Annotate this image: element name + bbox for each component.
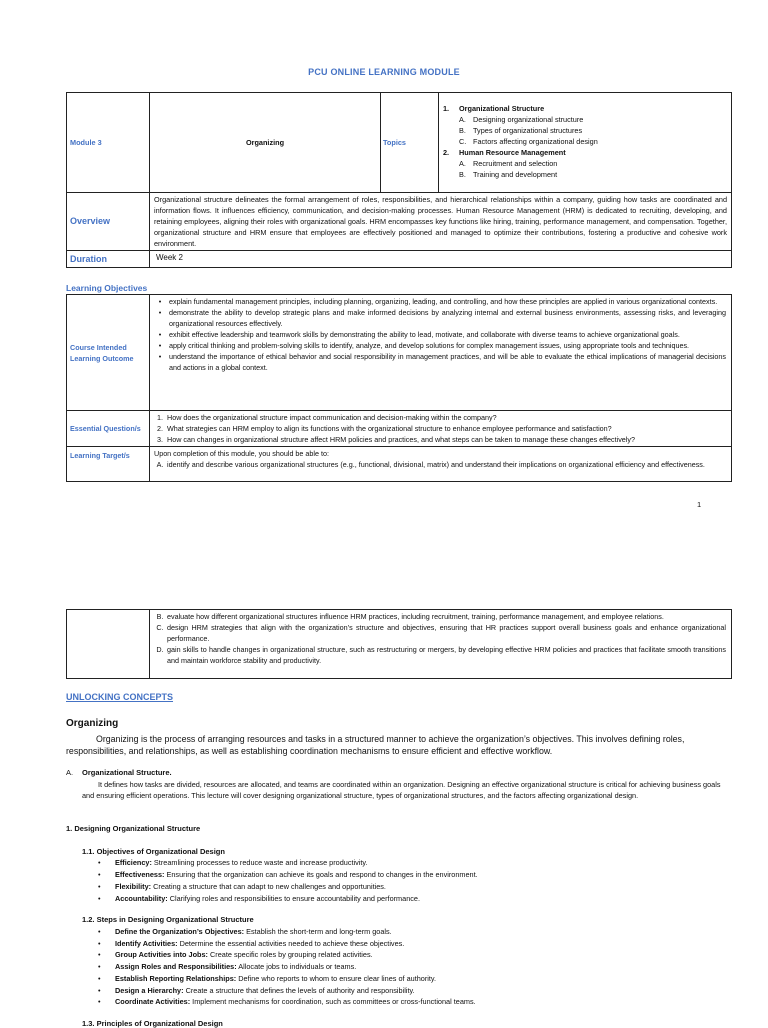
- bullet-icon: •: [98, 858, 101, 867]
- list-item: [98, 996, 718, 1008]
- duration-label: Duration: [67, 251, 150, 268]
- learning-targets-continued-list: [150, 610, 732, 679]
- list-item: [98, 857, 718, 869]
- list-item-desc: Define who reports to whom to ensure clear lines of authority.: [236, 973, 437, 983]
- list-item: [98, 869, 718, 881]
- organizing-paragraph: Organizing is the process of arranging resources and tasks in a structured manner to achieve the organization’s objectives. This involves defining roles, responsibilities, and relationships, as well as establishing coordination mechanisms to ensure efficient and effective workflow.: [66, 734, 685, 756]
- bullet-icon: •: [98, 894, 101, 903]
- topic-title: Human Resource Management: [459, 148, 566, 157]
- learning-target-item: [151, 611, 730, 622]
- target-letter: B.: [156, 612, 164, 621]
- subtopic-text: Designing organizational structure: [473, 115, 584, 124]
- list-item-term: Efficiency:: [115, 858, 152, 867]
- subtopic-text: Factors affecting organizational design: [473, 137, 598, 146]
- list-item-desc: Implement mechanisms for coordination, such as committees or cross-functional teams.: [190, 997, 476, 1007]
- list-item-desc: Allocate jobs to individuals or teams.: [236, 962, 357, 972]
- bullet-icon: •: [158, 341, 162, 350]
- list-item-desc: Create specific roles by grouping related activities.: [207, 950, 373, 960]
- essential-question-item: [151, 434, 730, 445]
- bullet-icon: •: [98, 938, 101, 948]
- bullet-icon: •: [98, 950, 101, 960]
- bullet-icon: •: [98, 927, 101, 936]
- list-item-text: [115, 938, 404, 950]
- list-item-desc: Establish the short-term and long-term goals.: [244, 927, 392, 936]
- list-item-term: Establish Reporting Relationships:: [115, 973, 237, 983]
- learning-targets-continued-table: [66, 609, 732, 679]
- essential-question-item: [151, 412, 730, 423]
- list-item-term: Flexibility:: [115, 882, 152, 891]
- list-item: [98, 893, 718, 905]
- cilo-item: [151, 307, 730, 329]
- list-item-text: [115, 949, 373, 961]
- section-a-heading: [66, 768, 172, 777]
- subtopic-text: Recruitment and selection: [473, 159, 558, 168]
- learning-targets-list: [151, 459, 730, 470]
- list-item-term: Identify Activities:: [115, 938, 178, 948]
- list-item-desc: Ensuring that the organization can achieve its goals and respond to changes in the environment.: [164, 870, 478, 879]
- subtopic-item: [443, 136, 727, 147]
- question-text: What strategies can HRM employ to align its functions with the organizational structure to enhance employee performance and satisfaction?: [167, 424, 612, 433]
- learning-targets-label: Learning Target/s: [67, 447, 150, 482]
- learning-target-item: [151, 644, 730, 666]
- topic-item: [443, 103, 727, 114]
- list-item-text: [115, 893, 420, 905]
- overview-label: Overview: [67, 193, 150, 251]
- topics-list: [439, 93, 732, 193]
- learning-objectives-table: [66, 294, 732, 482]
- cilo-text: explain fundamental management principles, including planning, organizing, leading, and controlling, and how these principles are applied in various organizational contexts.: [169, 297, 718, 306]
- list-item-text: [115, 973, 436, 985]
- list-item-text: [115, 996, 476, 1008]
- subtopic-text: Training and development: [473, 170, 558, 179]
- topic-number: 1.: [443, 104, 450, 113]
- module-header-title: PCU ONLINE LEARNING MODULE: [308, 67, 460, 77]
- list-item-text: [115, 961, 356, 973]
- bullet-icon: •: [158, 308, 162, 317]
- question-number: 2.: [157, 424, 163, 433]
- section-a-paragraph: It defines how tasks are divided, resources are allocated, and teams are coordinated within an organization. Designing an effective organizational structure is critical for achieving business goals and ensuring efficient operations. This lecture will cover designing organizational structure, types of organizational structures, and the factors affecting organizational design.: [82, 780, 721, 800]
- objectives-design-list: [98, 857, 718, 905]
- bullet-icon: •: [98, 882, 101, 891]
- bullet-icon: •: [158, 352, 162, 361]
- list-item-term: Assign Roles and Responsibilities:: [115, 962, 237, 972]
- cilo-item: [151, 340, 730, 351]
- list-item-text: [115, 985, 415, 997]
- module-info-table: [66, 92, 732, 268]
- topic-item: [443, 147, 727, 158]
- topic-title: Organizational Structure: [459, 104, 545, 113]
- steps-design-list: [98, 926, 718, 1008]
- bullet-icon: •: [98, 962, 101, 972]
- list-item-term: Define the Organization’s Objectives:: [115, 927, 245, 936]
- list-item-text: [115, 881, 386, 893]
- list-item-desc: Clarifying roles and responsibilities to ensure accountability and performance.: [167, 894, 420, 903]
- target-letter: D.: [156, 645, 164, 654]
- bullet-icon: •: [98, 997, 101, 1007]
- question-text: How does the organizational structure impact communication and decision-making within the company?: [167, 413, 497, 422]
- learning-targets-cell: [150, 447, 732, 482]
- duration-value: Week 2: [150, 251, 732, 268]
- bullet-icon: •: [158, 297, 162, 306]
- list-item-desc: Creating a structure that can adapt to new challenges and opportunities.: [151, 882, 386, 891]
- list-item-desc: Create a structure that defines the levels of authority and responsibility.: [183, 985, 415, 995]
- question-number: 3.: [157, 435, 163, 444]
- subtopic-text: Types of organizational structures: [473, 126, 583, 135]
- subtopic-item: [443, 169, 727, 180]
- list-item-term: Accountability:: [115, 894, 168, 903]
- unlocking-concepts-title: UNLOCKING CONCEPTS: [66, 692, 174, 702]
- cilo-item: [151, 351, 730, 373]
- list-item: [98, 973, 718, 985]
- list-item: [98, 949, 718, 961]
- list-item: [98, 926, 718, 938]
- cilo-label: Course Intended Learning Outcome: [67, 295, 150, 411]
- cilo-text: apply critical thinking and problem-solving skills to identify, analyze, and develop solutions for complex management issues, using appropriate tools and techniques.: [169, 341, 690, 350]
- cilo-text: exhibit effective leadership and teamwork skills by demonstrating the ability to lead, motivate, and collaborate with diverse teams to achieve organizational goals.: [169, 330, 680, 339]
- list-item-desc: Streamlining processes to reduce waste and increase productivity.: [151, 858, 368, 867]
- list-item-text: [115, 926, 392, 938]
- learning-objectives-title: Learning Objectives: [66, 283, 148, 293]
- empty-label-cell: [67, 610, 150, 679]
- question-number: 1.: [157, 413, 163, 422]
- section-a-letter: A.: [66, 768, 74, 777]
- steps-design-heading: 1.2. Steps in Designing Organizational Structure: [82, 915, 254, 924]
- list-item: [98, 938, 718, 950]
- subtopic-item: [443, 158, 727, 169]
- organizing-heading: Organizing: [66, 718, 119, 729]
- target-text: identify and describe various organizational structures (e.g., functional, divisional, matrix) and understand their implications on organizational efficiency and effectiveness.: [167, 460, 705, 469]
- target-letter: A.: [156, 460, 164, 469]
- target-text: evaluate how different organizational structures influence HRM practices, including recruitment, training, performance management, and employee relations.: [167, 612, 664, 621]
- essential-questions-list: [150, 411, 732, 447]
- list-item-term: Effectiveness:: [115, 870, 165, 879]
- overview-text: Organizational structure delineates the formal arrangement of roles, responsibilities, and hierarchical relationships within a company, guiding how tasks are coordinated and information flows. It influences efficiency, communication, and decision-making processes. Human Resource Management (HRM) is dedicated to recruiting, developing, and retaining employees, aligning their roles with organizational goals. HRM encompasses key functions like hiring, training, performance management, and compensation. Together, organizational structure and HRM ensure that employees are effectively positioned and managed to optimize their contributions, fostering a productive and cohesive work environment.: [150, 193, 732, 251]
- list-item: [98, 881, 718, 893]
- list-item-text: [115, 857, 368, 869]
- list-item-term: Group Activities into Jobs:: [115, 950, 208, 960]
- bullet-icon: •: [98, 870, 101, 879]
- module-topic-title: Organizing: [150, 93, 381, 193]
- cilo-item: [151, 329, 730, 340]
- page-number: 1: [697, 500, 702, 509]
- principles-design-heading: 1.3. Principles of Organizational Design: [82, 1019, 223, 1028]
- bullet-icon: •: [98, 973, 101, 983]
- target-text: gain skills to handle changes in organizational structure, such as restructuring or mergers, by developing effective HRM policies and practices that facilitate smooth transitions and maintain workforce stability and productivity.: [167, 645, 726, 665]
- essential-questions-label: Essential Question/s: [67, 411, 150, 447]
- subtopic-letter: C.: [459, 137, 467, 146]
- module-label: Module 3: [67, 93, 150, 193]
- list-item-text: [115, 869, 478, 881]
- subtopic-letter: A.: [459, 159, 466, 168]
- subtopic-item: [443, 114, 727, 125]
- essential-question-item: [151, 423, 730, 434]
- list-item: [98, 961, 718, 973]
- target-letter: C.: [156, 623, 164, 632]
- topics-label: Topics: [381, 93, 439, 193]
- list-item: [98, 985, 718, 997]
- subtopic-letter: B.: [459, 126, 466, 135]
- bullet-icon: •: [158, 330, 162, 339]
- section-a-title: Organizational Structure.: [82, 768, 172, 777]
- subtopic-letter: B.: [459, 170, 466, 179]
- cilo-text: understand the importance of ethical behavior and social responsibility in management practices, and will be able to evaluate the ethical implications of managerial decisions and actions in a global context.: [169, 352, 726, 372]
- cilo-item: [151, 296, 730, 307]
- list-item-desc: Determine the essential activities needed to achieve these objectives.: [177, 938, 405, 948]
- topic-number: 2.: [443, 148, 450, 157]
- list-item-term: Design a Hierarchy:: [115, 985, 184, 995]
- designing-structure-heading: 1. Designing Organizational Structure: [66, 824, 201, 833]
- learning-target-item: [151, 459, 730, 470]
- subtopic-letter: A.: [459, 115, 466, 124]
- learning-target-item: [151, 622, 730, 644]
- cilo-text: demonstrate the ability to develop strategic plans and make informed decisions by analyzing internal and external business environments, assessing risks, and leveraging organizational resources effectively.: [169, 308, 726, 328]
- subtopic-item: [443, 125, 727, 136]
- question-text: How can changes in organizational structure affect HRM policies and practices, and what steps can be taken to manage these changes effectively?: [167, 435, 635, 444]
- target-text: design HRM strategies that align with the organization’s structure and objectives, ensuring that HR practices support overall business goals and enhance organizational performance.: [167, 623, 726, 643]
- cilo-list: [150, 295, 732, 411]
- learning-targets-intro: Upon completion of this module, you should be able to:: [154, 449, 330, 458]
- bullet-icon: •: [98, 985, 101, 995]
- list-item-term: Coordinate Activities:: [115, 997, 191, 1007]
- objectives-design-heading: 1.1. Objectives of Organizational Design: [82, 847, 225, 856]
